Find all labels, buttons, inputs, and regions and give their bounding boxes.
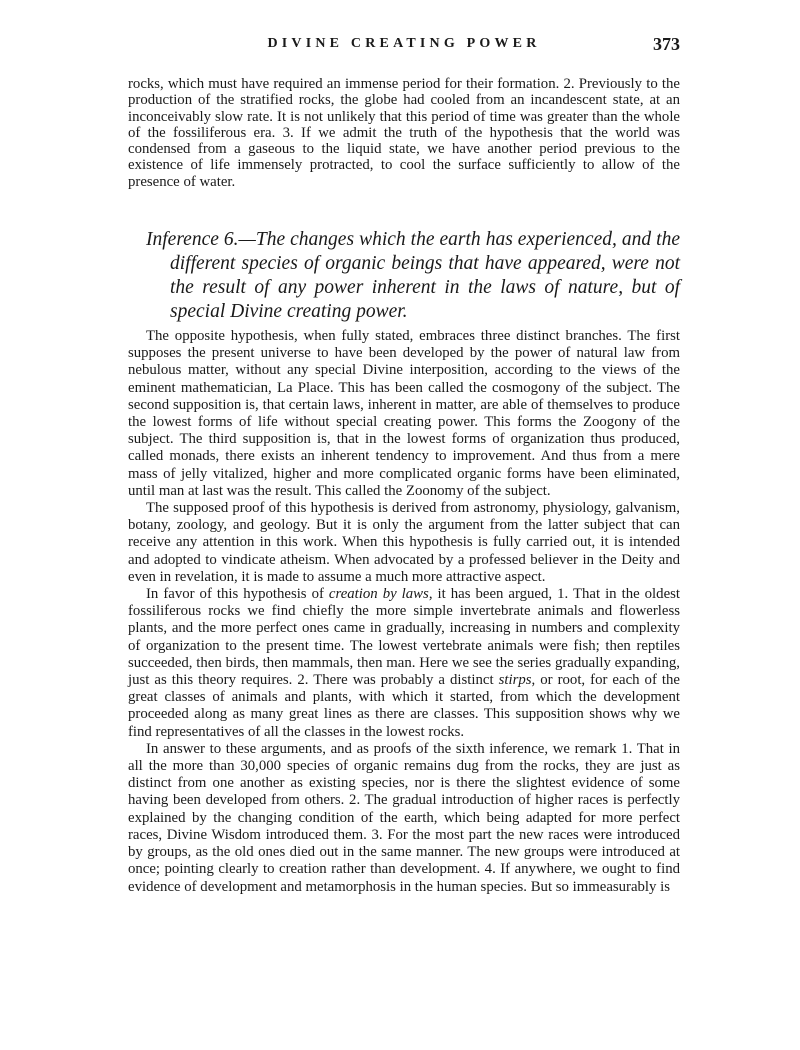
italic-term: creation by laws [328, 586, 429, 603]
paragraph: rocks, which must have required an immense period for their formation. 2. Previously to the production of the stratified rocks, the globe had cooled from an incandescent state, at an inconceivably slow rate. It is not unlikely that this period of time was greater than the whole of the fossiliferous era. 3. If we admit the truth of the hypothesis that the world was condensed from a gaseous to the liquid state, we have another period previous to the existence of life immensely protracted, to cool the surface sufficiently to allow of the presence of water. [128, 76, 680, 190]
page-header [128, 34, 680, 58]
inference-heading [146, 228, 680, 324]
running-title: DIVINE CREATING POWER [267, 36, 541, 51]
paragraph-supposed-proof: The supposed proof of this hypothesis is derived from astronomy, physiology, galvanism, botany, zoology, and geology. But it is only the argument from the latter subject that can receive any attention in this work. When this hypothesis is fully carried out, it is intended and adopted to vindicate atheism. When advocated by a professed believer in the Deity and even in revelation, it is made to assume a much more attractive aspect. [128, 500, 680, 585]
inference-statement [146, 228, 680, 324]
text-run: , it has been argued, 1. That in the oldest fossiliferous rocks we find chiefly the more simple invertebrate animals and flowerless plants, and the more perfect ones came in gradually, increasing in numbers and complexity of organization to the present time. The lowest vertebrate animals were fish; then reptiles succeeded, then birds, then mammals, then man. Here we see the series gradually expanding, just as this theory requires. 2. There was probably a distinct [128, 586, 681, 689]
main-text-block [128, 328, 680, 896]
paragraph-hypothesis-branches: The opposite hypothesis, when fully stated, embraces three distinct branches. The first supposes the present universe to have been developed by the power of natural law from nebulous matter, without any special Divine interposition, according to the views of the eminent mathematician, La Place. This has been called the cosmogony of the subject. The second supposition is, that certain laws, inherent in matter, are able of themselves to produce the lowest forms of life without special creating power. This forms the Zoogony of the subject. The third supposition is, that in the lowest forms of organization thus produced, called monads, there exists an inherent tendency to improvement. And thus from a mere mass of jelly vitalized, higher and more complicated organic forms have been eliminated, until man at last was the result. This called the Zoonomy of the subject. [128, 328, 680, 499]
text-run: , or root, for each of the great classes of animals and plants, with which it started, from which the development proceeded along as many great lines as there are classes. This supposition shows why we find representatives of all the classes in the lowest rocks. [128, 672, 680, 740]
inference-text: —The changes which the earth has experienced, and the different species of organic beings that have appeared, were not the result of any power inherent in the laws of nature, but of special Divine creating power. [170, 229, 680, 322]
paragraph-arguments-in-favor [128, 586, 680, 741]
opening-paragraph-block [128, 76, 680, 190]
inference-label: Inference 6. [146, 229, 239, 250]
text-run: In favor of this hypothesis of [146, 586, 329, 603]
paragraph-answer: In answer to these arguments, and as proofs of the sixth inference, we remark 1. That in all the more than 30,000 species of organic remains dug from the rocks, they are just as distinct from one another as existing species, nor is there the slightest evidence of some having been developed from others. 2. The gradual introduction of higher races is perfectly explained by the changing condition of the earth, which being adapted for more perfect races, Divine Wisdom introduced them. 3. For the most part the new races were introduced by groups, as the old ones died out in the same manner. The new groups were introduced at once; pointing clearly to creation rather than development. 4. If anywhere, we ought to find evidence of development and metamorphosis in the human species. But so immeasurably is [128, 740, 680, 895]
italic-term: stirps [498, 672, 532, 689]
page-number: 373 [653, 34, 680, 54]
